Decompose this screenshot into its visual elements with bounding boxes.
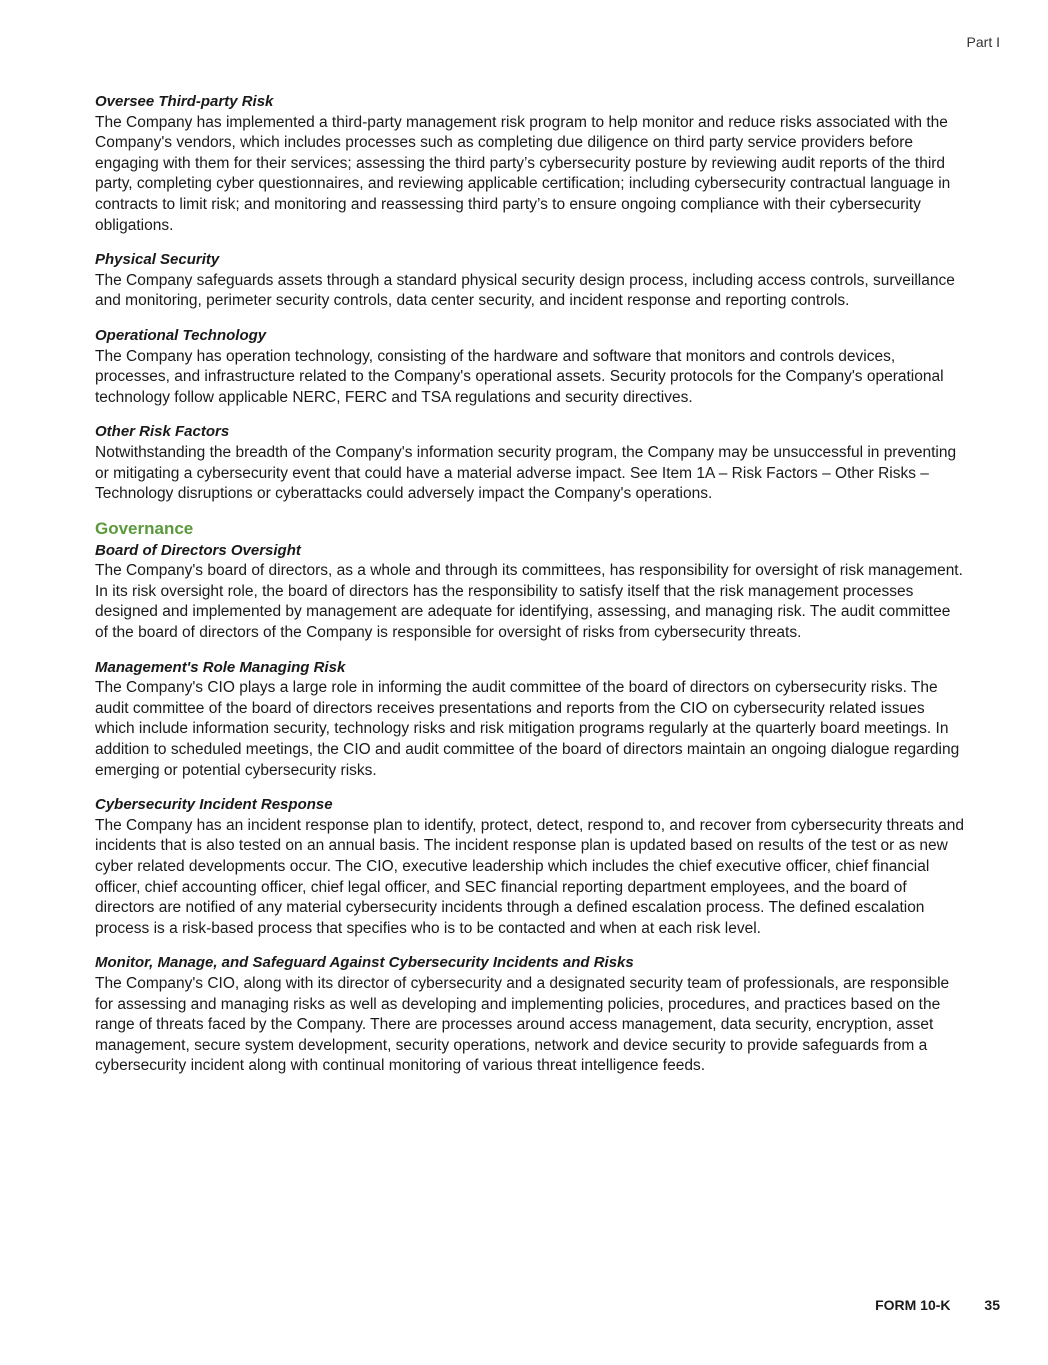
section-heading: Board of Directors Oversight	[95, 541, 301, 559]
page-header-part: Part I	[966, 34, 1000, 50]
page-footer	[875, 1297, 1000, 1313]
section-body: The Company has implemented a third-party management risk program to help monitor and reduce risks associated with the Company's vendors, which includes processes such as completing due diligence on third party service providers before engaging with them for their services; assessing the third party’s cybersecurity posture by reviewing audit reports of the third party, completing cyber questionnaires, and reviewing applicable certification; including cybersecurity contractual language in contracts to limit risk; and monitoring and reassessing third party’s to ensure ongoing compliance with their cybersecurity obligations.	[95, 113, 951, 234]
section-operational-technology	[95, 326, 965, 408]
section-monitor-manage-safeguard	[95, 953, 965, 1077]
section-body: The Company's CIO, along with its director of cybersecurity and a designated security team of professionals, are responsible for assessing and managing risks as well as developing and implementing policies, procedures, and practices based on the range of threats faced by the Company. There are processes around access management, data security, encryption, asset management, secure system development, security operations, network and device security to provide safeguards from a cybersecurity incident along with continual monitoring of various threat intelligence feeds.	[95, 974, 950, 1075]
section-heading: Physical Security	[95, 251, 220, 269]
section-body: The Company has an incident response plan to identify, protect, detect, respond to, and recover from cybersecurity threats and incidents that is also tested on an annual basis. The incident response plan is updated based on results of the test or as new cyber related developments occur. The CIO, executive leadership which includes the chief executive officer, chief financial officer, chief accounting officer, chief legal officer, and SEC financial reporting department employees, and the board of directors are notified of any material cybersecurity incidents through a defined escalation process. The defined escalation process is a risk-based process that specifies who is to be contacted and when at each risk level.	[95, 816, 965, 937]
section-body: Notwithstanding the breadth of the Company's information security program, the Company may be unsuccessful in preventing or mitigating a cybersecurity event that could have a material adverse impact. See Item 1A – Risk Factors – Other Risks – Technology disruptions or cyberattacks could adversely impact the Company's operations.	[95, 443, 957, 503]
section-board-oversight	[95, 541, 965, 644]
section-heading: Operational Technology	[95, 326, 267, 344]
section-body: The Company's board of directors, as a whole and through its committees, has responsibility for oversight of risk management. In its risk oversight role, the board of directors has the responsibility to satisfy itself that the risk management processes designed and implemented by management are adequate for identifying, assessing, and managing risk. The audit committee of the board of directors of the Company is responsible for oversight of risks from cybersecurity threats.	[95, 562, 963, 642]
section-heading: Other Risk Factors	[95, 423, 230, 441]
section-oversee-third-party-risk	[95, 92, 965, 236]
section-physical-security	[95, 250, 965, 312]
section-body: The Company's CIO plays a large role in informing the audit committee of the board of directors on cybersecurity risks. The audit committee of the board of directors receives presentations and reports from the CIO on cybersecurity related issues which include information security, technology risks and risk mitigation programs regularly at the quarterly board meetings. In addition to scheduled meetings, the CIO and audit committee of the board of directors maintain an ongoing dialogue regarding emerging or potential cybersecurity risks.	[95, 679, 960, 779]
section-other-risk-factors	[95, 422, 965, 504]
section-heading: Oversee Third-party Risk	[95, 93, 274, 110]
document-content	[95, 92, 965, 1091]
governance-heading: Governance	[95, 518, 194, 538]
page-number: 35	[984, 1297, 1000, 1313]
section-body: The Company safeguards assets through a standard physical security design process, including access controls, surveillance and monitoring, perimeter security controls, data center security, and incident response and reporting controls.	[95, 271, 955, 310]
section-heading: Management's Role Managing Risk	[95, 658, 346, 676]
section-management-role	[95, 658, 965, 782]
section-heading: Monitor, Manage, and Safeguard Against Cybersecurity Incidents and Risks	[95, 954, 634, 972]
form-label: FORM 10-K	[875, 1297, 951, 1313]
section-body: The Company has operation technology, consisting of the hardware and software that monitors and controls devices, processes, and infrastructure related to the Company's operational assets. Security protocols for the Company's operational technology follow applicable NERC, FERC and TSA regulations and security directives.	[95, 347, 944, 406]
section-incident-response	[95, 795, 965, 939]
section-heading: Cybersecurity Incident Response	[95, 796, 333, 814]
